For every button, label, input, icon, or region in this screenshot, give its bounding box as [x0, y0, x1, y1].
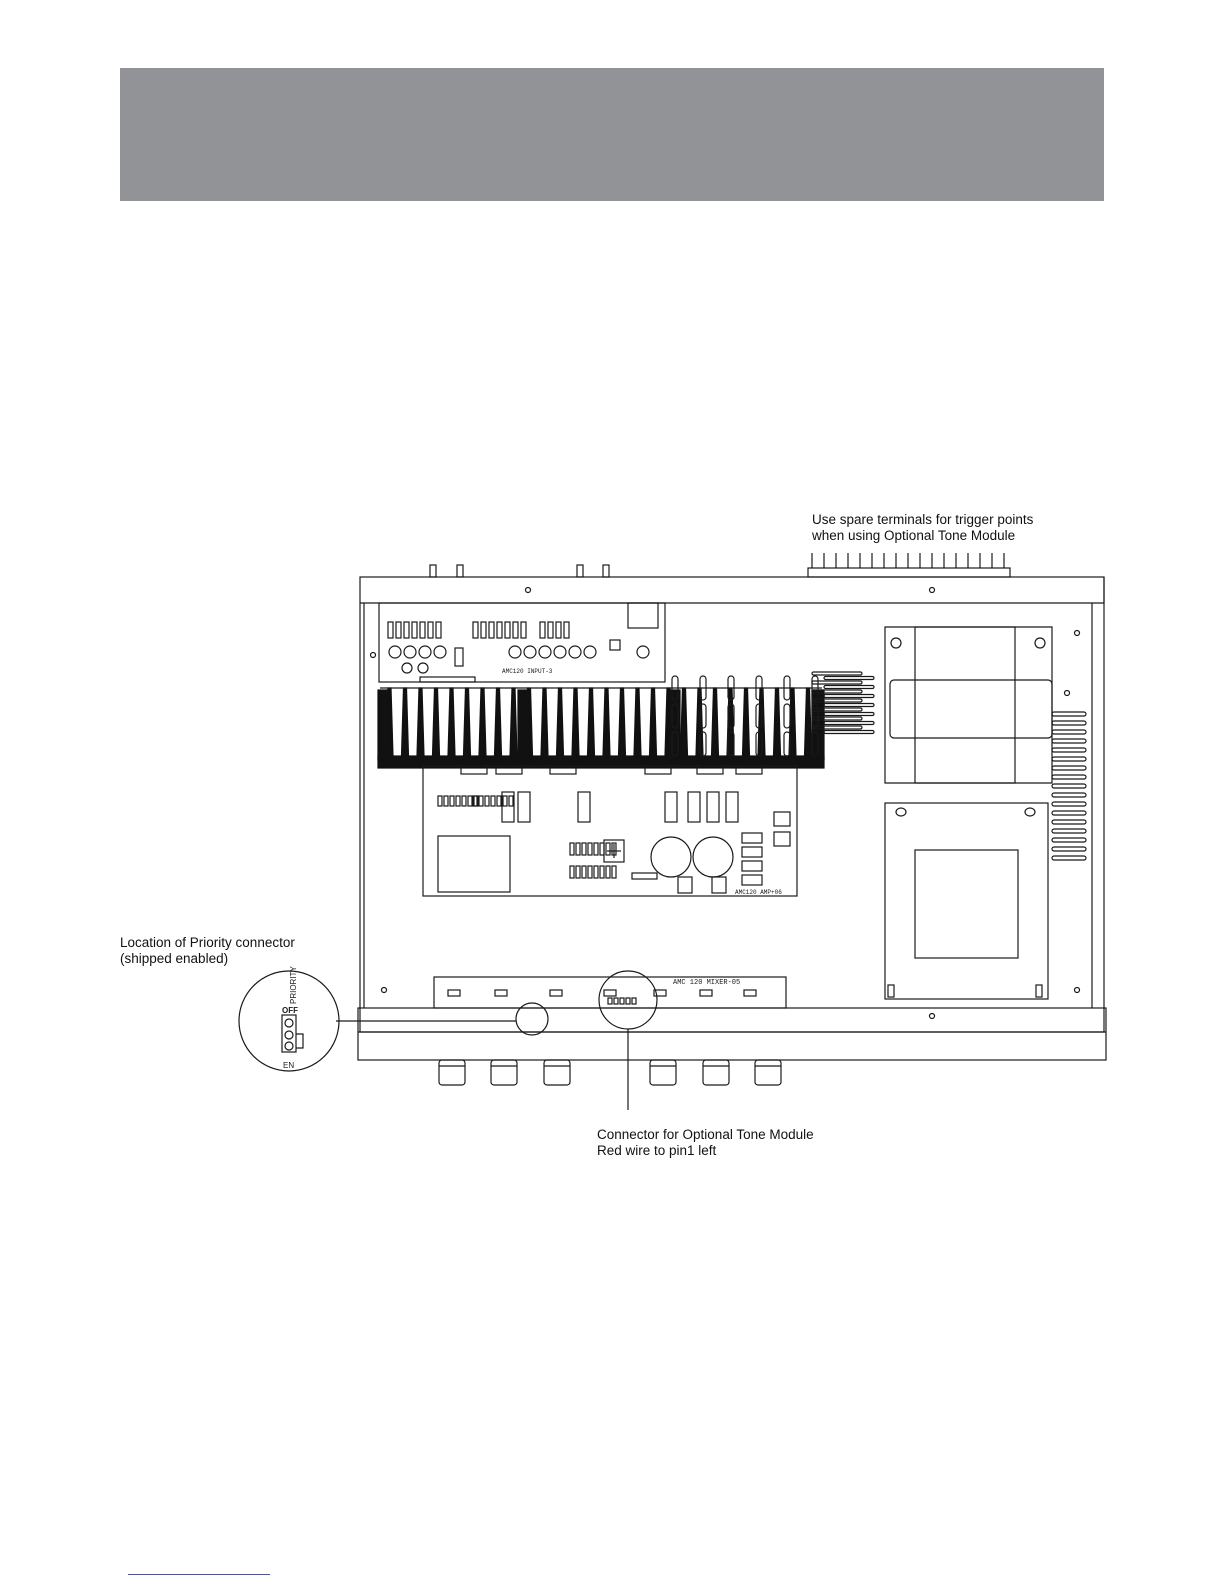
priority-off-label: OFF	[282, 1006, 298, 1015]
mixer-board-label: AMC 120 MIXER-05	[673, 979, 741, 987]
toroid-transformer	[885, 803, 1048, 999]
priority-connector-callout-line1: Location of Priority connector	[120, 935, 295, 950]
power-transformer	[885, 627, 1052, 783]
amp-board-label: AMC120 AMP+06	[735, 889, 782, 896]
rear-connectors	[430, 565, 609, 577]
spare-terminals-callout-line2: when using Optional Tone Module	[812, 528, 1016, 543]
tone-connector-callout-line1: Connector for Optional Tone Module	[597, 1127, 814, 1142]
priority-connector-callout-line2: (shipped enabled)	[120, 951, 229, 966]
input-board-label: AMC120 INPUT-3	[502, 668, 553, 675]
front-panel	[358, 1008, 1106, 1060]
tone-connector-callout-line2: Red wire to pin1 left	[597, 1143, 717, 1158]
rear-terminal-block	[808, 553, 1010, 577]
amp-board	[423, 766, 797, 896]
priority-en-label: EN	[283, 1061, 295, 1070]
priority-title: PRIORITY	[289, 966, 298, 1004]
front-knobs	[439, 1060, 781, 1085]
spare-terminals-callout-line1: Use spare terminals for trigger points	[812, 512, 1034, 527]
footer-rule	[128, 1574, 270, 1575]
